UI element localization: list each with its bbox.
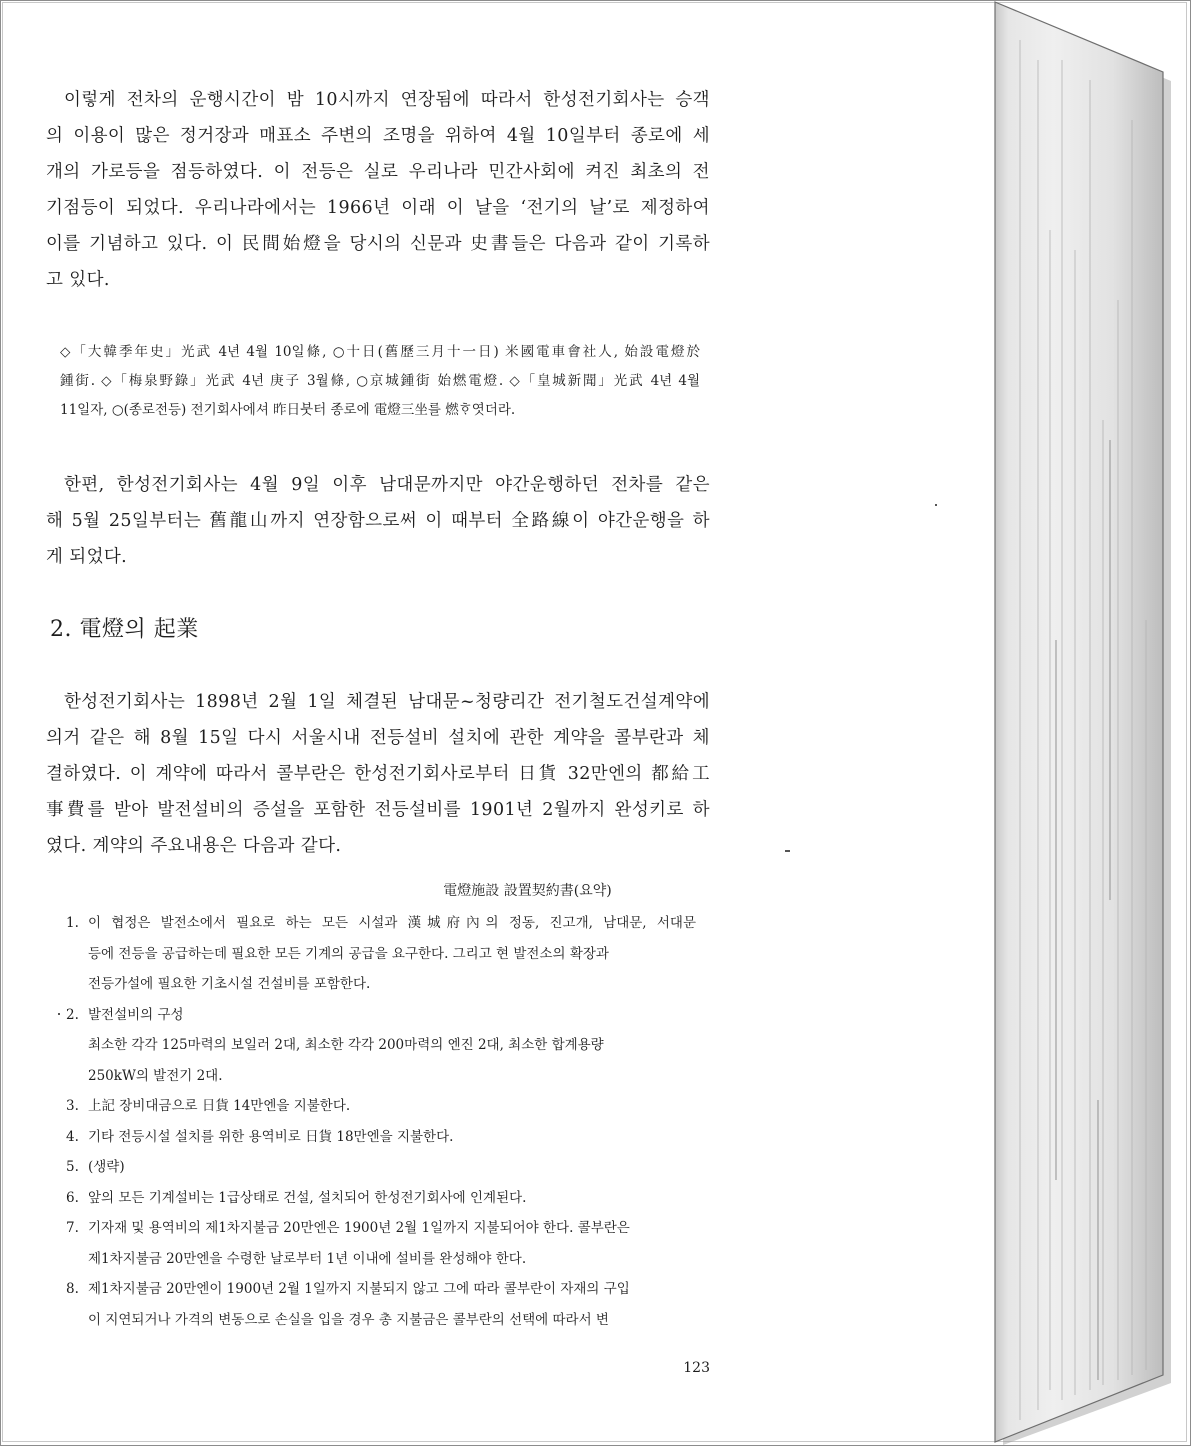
- item-line: 이 협정은 발전소에서 필요로 하는 모든 시설과 漢城府內의 정동, 진고개, 남대문, 서대문: [88, 915, 696, 931]
- scan-speck: [58, 1013, 60, 1015]
- item-line: 250kW의 발전기 2대.: [88, 1067, 223, 1084]
- quote-line: ◇「大韓季年史」光武 4년 4월 10일條, ○十日(舊歷三月十一日) 米國電車會社人, 始設電燈於: [60, 344, 700, 360]
- contract-item: [66, 1183, 696, 1214]
- text-line: 기점등이 되었다. 우리나라에서는 1966년 이래 이 날을 ‘전기의 날’로 제정하여: [46, 198, 710, 218]
- text-line: 개의 가로등을 점등하였다. 이 전등은 실로 우리나라 민간사회에 켜진 최초의 전: [46, 162, 710, 182]
- paragraph-electric-streetlights: [46, 82, 710, 298]
- item-line: 발전설비의 구성: [88, 1006, 184, 1023]
- paragraph-night-operation: [46, 467, 710, 575]
- item-line: 제1차지불금 20만엔이 1900년 2월 1일까지 지불되지 않고 그에 따라 콜부란이 자재의 구입: [88, 1281, 630, 1297]
- quote-line: 鍾街. ◇「梅泉野錄」光武 4년 庚子 3월條, ○京城鍾街 始燃電燈. ◇「皇城新聞」光武 4년 4월: [60, 373, 700, 389]
- item-number: 2.: [66, 1006, 79, 1023]
- item-line: 전등가설에 필요한 기초시설 건설비를 포함한다.: [88, 976, 371, 992]
- text-line: 의거 같은 해 8월 15일 다시 서울시내 전등설비 설치에 관한 계약을 콜부란과 체: [46, 728, 710, 748]
- contract-item: [66, 1213, 696, 1274]
- quote-line: 11일자, ○(종로전등) 전기회사에셔 昨日붓터 종로에 電燈三坐를 燃ᄒᆞ엿더라.: [60, 402, 516, 418]
- text-line: 한성전기회사는 1898년 2월 1일 체결된 남대문~청량리간 전기철도건설계약에: [64, 692, 710, 712]
- text-line: 한편, 한성전기회사는 4월 9일 이후 남대문까지만 야간운행하던 전차를 같은: [64, 475, 710, 495]
- historical-quote: [60, 338, 700, 425]
- item-number: 7.: [66, 1220, 79, 1236]
- contract-item: [66, 1091, 696, 1122]
- item-line: 앞의 모든 기계설비는 1급상태로 건설, 설치되어 한성전기회사에 인계된다.: [88, 1189, 527, 1206]
- text-line: 였다. 계약의 주요내용은 다음과 같다.: [46, 836, 342, 856]
- item-line: 등에 전등을 공급하는데 필요한 모든 기계의 공급을 요구한다. 그리고 현 발전소의 확장과: [88, 945, 609, 962]
- item-number: 5.: [66, 1159, 79, 1175]
- scan-speck: [785, 850, 790, 852]
- paragraph-contract-intro: [46, 684, 710, 864]
- page-number: 123: [683, 1360, 710, 1376]
- text-line: 이를 기념하고 있다. 이 民間始燈을 당시의 신문과 史書들은 다음과 같이 기록하: [46, 234, 710, 254]
- text-line: 의 이용이 많은 정거장과 매표소 주변의 조명을 위하여 4월 10일부터 종로에 세: [46, 126, 710, 146]
- item-line: (생략): [88, 1159, 125, 1175]
- section-heading: 2. 電燈의 起業: [50, 617, 199, 642]
- contract-item: [66, 1274, 696, 1335]
- contract-title: 電燈施設 設置契約書(요약): [443, 883, 612, 899]
- text-line: 事費를 받아 발전설비의 증설을 포함한 전등설비를 1901년 2월까지 완성키로 하: [46, 800, 710, 820]
- item-number: 6.: [66, 1189, 79, 1206]
- contract-item: [66, 1122, 696, 1153]
- contract-items: [66, 908, 696, 1335]
- contract-item: [66, 1000, 696, 1092]
- text-line: 해 5월 25일부터는 舊龍山까지 연장함으로써 이 때부터 全路線이 야간운행을 하: [46, 511, 710, 531]
- item-number: 4.: [66, 1128, 79, 1145]
- item-number: 3.: [66, 1098, 79, 1114]
- item-line: 최소한 각각 125마력의 보일러 2대, 최소한 각각 200마력의 엔진 2대, 최소한 합계용량: [88, 1037, 604, 1053]
- text-line: 이렇게 전차의 운행시간이 밤 10시까지 연장됨에 따라서 한성전기회사는 승객: [64, 90, 710, 110]
- text-line: 고 있다.: [46, 270, 110, 290]
- item-line: 上記 장비대금으로 日貨 14만엔을 지불한다.: [88, 1098, 351, 1114]
- contract-item: [66, 1152, 696, 1183]
- text-line: 결하였다. 이 계약에 따라서 콜부란은 한성전기회사로부터 日貨 32만엔의 都給工: [46, 764, 710, 784]
- item-number: 8.: [66, 1281, 79, 1297]
- item-line: 기타 전등시설 설치를 위한 용역비로 日貨 18만엔을 지불한다.: [88, 1128, 454, 1145]
- item-line: 기자재 및 용역비의 제1차지불금 20만엔은 1900년 2월 1일까지 지불되어야 한다. 콜부란은: [88, 1220, 630, 1236]
- item-number: 1.: [66, 915, 79, 931]
- scan-speck: [935, 504, 937, 506]
- item-line: 이 지연되거나 가격의 변동으로 손실을 입을 경우 총 지불금은 콜부란의 선택에 따라서 변: [88, 1311, 609, 1328]
- contract-item: [66, 908, 696, 1000]
- item-line: 제1차지불금 20만엔을 수령한 날로부터 1년 이내에 설비를 완성해야 한다.: [88, 1250, 527, 1267]
- text-line: 게 되었다.: [46, 547, 128, 567]
